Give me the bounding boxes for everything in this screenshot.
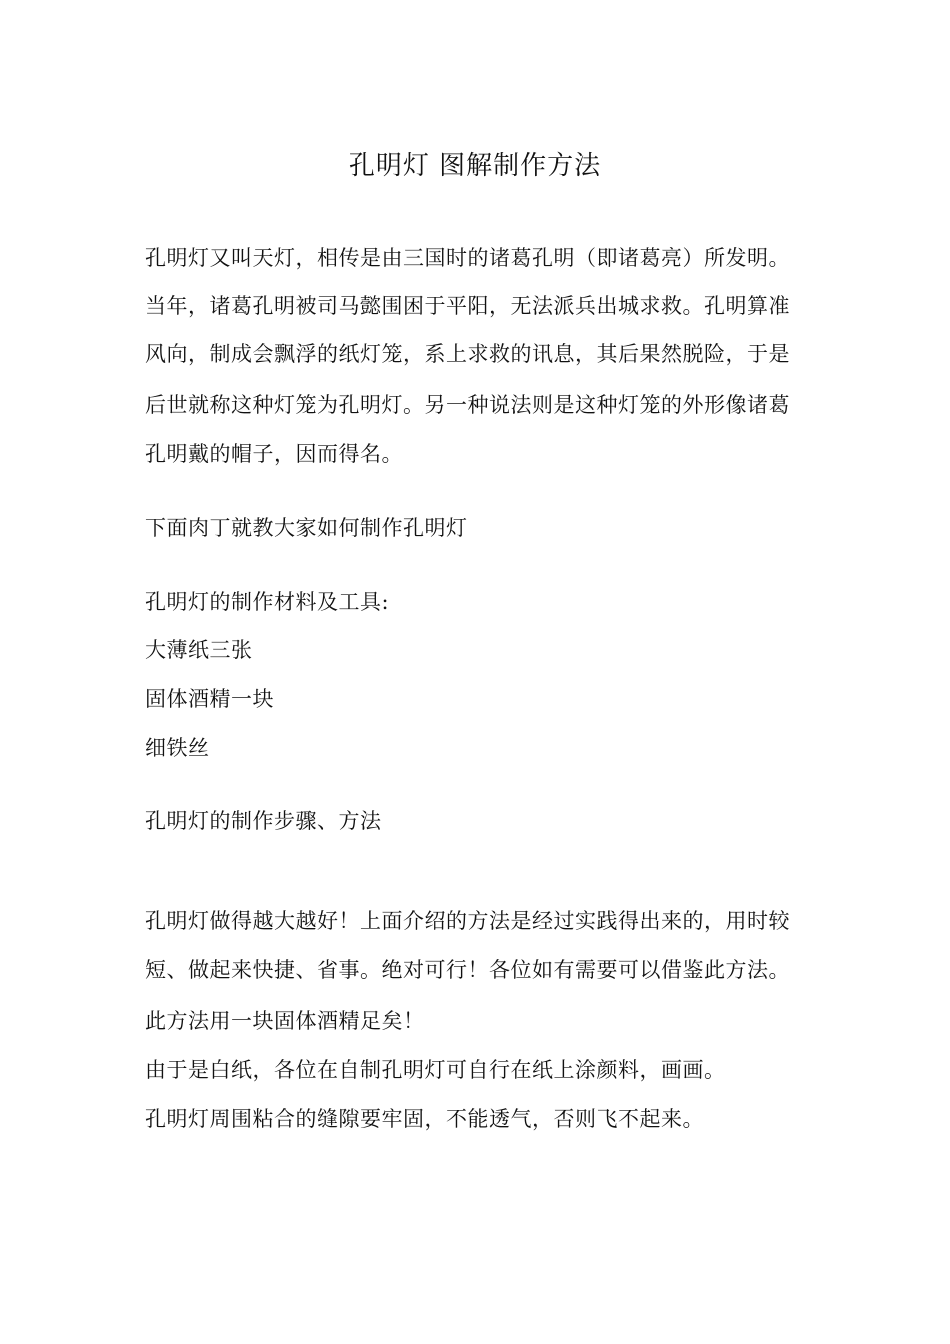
material-item-1: 大薄纸三张 <box>145 638 253 662</box>
closing-line-5: 孔明灯周围粘合的缝隙要牢固，不能透气，否则飞不起来。 <box>145 1107 704 1131</box>
intro-line-3: 风向，制成会飘浮的纸灯笼，系上求救的讯息，其后果然脱险，于是 <box>145 342 790 366</box>
document-title: 孔明灯 图解制作方法 <box>348 151 602 181</box>
closing-line-3: 此方法用一块固体酒精足矣！ <box>145 1009 425 1033</box>
closing-line-4: 由于是白纸，各位在自制孔明灯可自行在纸上涂颜料，画画。 <box>145 1058 726 1082</box>
closing-line-2: 短、做起来快捷、省事。绝对可行！各位如有需要可以借鉴此方法。 <box>145 958 790 982</box>
material-item-2: 固体酒精一块 <box>145 687 274 711</box>
intro-line-1: 孔明灯又叫天灯，相传是由三国时的诸葛孔明（即诸葛亮）所发明。 <box>145 246 790 270</box>
intro-line-5: 孔明戴的帽子，因而得名。 <box>145 442 403 466</box>
intro-line-4: 后世就称这种灯笼为孔明灯。另一种说法则是这种灯笼的外形像诸葛 <box>145 393 790 417</box>
closing-line-1: 孔明灯做得越大越好！上面介绍的方法是经过实践得出来的，用时较 <box>145 909 790 933</box>
steps-heading: 孔明灯的制作步骤、方法 <box>145 809 382 833</box>
materials-heading: 孔明灯的制作材料及工具: <box>145 590 390 614</box>
teach-line: 下面肉丁就教大家如何制作孔明灯 <box>145 516 468 540</box>
material-item-3: 细铁丝 <box>145 736 210 760</box>
intro-line-2: 当年，诸葛孔明被司马懿围困于平阳，无法派兵出城求救。孔明算准 <box>145 294 790 318</box>
